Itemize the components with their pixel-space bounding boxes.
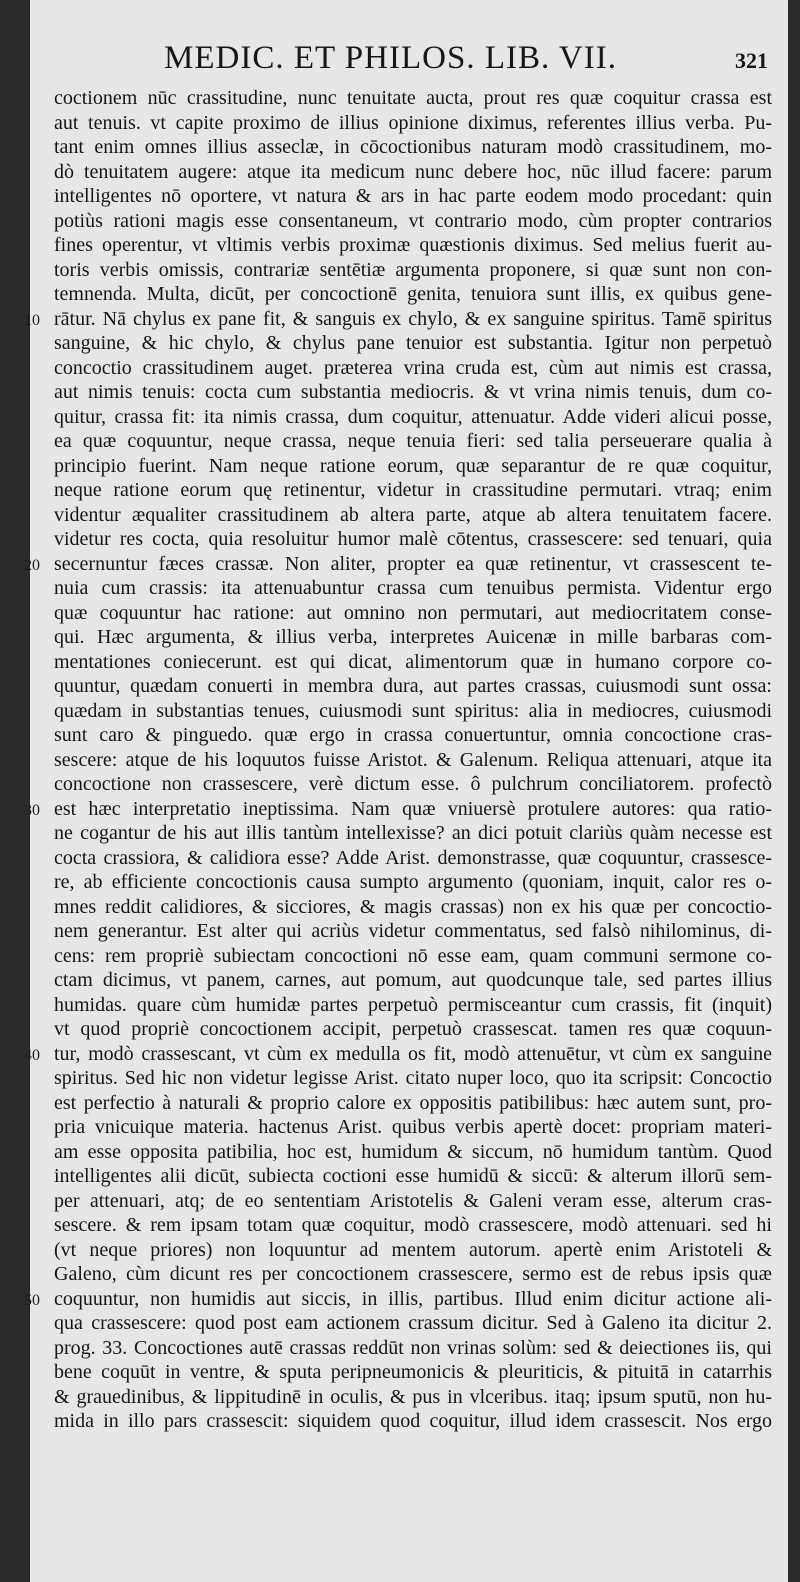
body-text xyxy=(24,86,772,1434)
text-line: quuntur, quædam conuerti in membra dura, aut partes crassas, cuiusmodi sunt ossa: xyxy=(54,675,772,697)
text-line: ea quæ coquuntur, neque crassa, neque tenuia fieri: sed talia perseuerare qualia à xyxy=(54,430,772,452)
text-line: nuia cum crassis: ita attenuabuntur crassa cum tenuibus permista. Videntur ergo xyxy=(54,577,772,599)
text-line: humidas. quare cùm humidæ partes perpetuò permisceantur cum crassis, fit (inquit) xyxy=(54,993,772,1016)
text-line: vt quod propriè concoctionem accipit, perpetuò crassescat. tamen res quæ coquun- xyxy=(54,1018,772,1040)
text-line: fines operentur, vt vltimis verbis proximæ quæstionis diximus. Sed melius fuerit au- xyxy=(54,234,772,256)
text-line: temnenda. Multa, dicūt, per concoctionē genita, tenuiora sunt illis, ex quibus gene- xyxy=(54,283,772,305)
running-head: MEDIC. ET PHILOS. LIB. VII. xyxy=(164,40,617,76)
text-line: pria vnicuique materia. hactenus Arist. quibus verbis apertè docet: propriam materi- xyxy=(54,1116,772,1138)
text-line: (vt neque priores) non loquuntur ad mentem autorum. apertè enim Aristoteli & xyxy=(54,1238,772,1261)
text-line: bene coquūt in ventre, & sputa peripneumonicis & pleuriticis, & pituitā in catarrhis xyxy=(54,1361,772,1383)
text-line: aut nimis tenuis: cocta cum substantia mediocris. & vt vrina nimis tenuis, dum co- xyxy=(54,381,772,403)
text-line: ne cogantur de his aut illis tantùm intellexisse? an dici potuit clariùs quàm necesse est xyxy=(54,822,772,844)
text-line: neque ratione eorum quę retinentur, videtur in crassitudine permutari. vtraq; enim xyxy=(54,479,772,501)
text-line: videtur res cocta, quia resoluitur humor malè cōtentus, crassescere: sed tenuari, quia xyxy=(54,528,772,550)
text-line: intelligentes alii dicūt, subiecta coctioni esse humidū & siccū: & alterum illorū sem- xyxy=(54,1165,772,1187)
text-line: re, ab efficiente concoctionis causa sumpto argumento (quoniam, inquit, calor res o- xyxy=(54,871,772,893)
text-line: sanguine, & hic chylo, & chylus pane tenuior est substantia. Igitur non perpetuò xyxy=(54,332,772,354)
text-line: nem generantur. Est alter qui acriùs videtur commentatus, sed falsò nihilominus, di- xyxy=(54,920,772,942)
margin-line-number: 50 xyxy=(24,1291,40,1309)
text-line: mentationes coniecerunt. est qui dicat, alimentorum quæ in humano corpore co- xyxy=(54,650,772,673)
text-line: am esse opposita patibilia, hoc est, humidum & siccum, nō humidum tantùm. Quod xyxy=(54,1140,772,1163)
text-line: est perfectio à naturali & proprio calore ex oppositis patibilibus: hæc autem sunt, pro- xyxy=(54,1091,772,1114)
text-line: cocta crassiora, & calidiora esse? Adde Arist. demonstrasse, quæ coquuntur, crassesce- xyxy=(54,846,772,869)
text-line: dò tenuitatem augere: atque ita medicum nunc debere hoc, nūc illud facere: parum xyxy=(54,160,772,183)
text-line: sescere: atque de his loquutos fuisse Aristot. & Galenum. Reliqua attenuari, atque ita xyxy=(54,748,772,771)
text-line: rātur. Nā chylus ex pane fit, & sanguis ex chylo, & ex sanguine spiritus. Tamē spiritus xyxy=(54,307,772,330)
book-page xyxy=(24,0,788,1582)
margin-line-number: 20 xyxy=(24,556,40,574)
text-line: qui. Hæc argumenta, & illius verba, interpretes Auicenæ in mille barbaras com- xyxy=(54,626,772,648)
text-line: cens: rem propriè subiectam concoctioni nō esse eam, quam communi sermone co- xyxy=(54,944,772,967)
text-line: mnes reddit calidiores, & sicciores, & magis crassas) non ex his quæ per concoctio- xyxy=(54,895,772,918)
text-line: mida in illo pars crassescit: siquidem quod coquitur, illud idem crassescit. Nos ergo xyxy=(54,1410,772,1432)
text-line: ctam dicimus, vt panem, carnes, aut pomum, aut quodcunque tale, sed partes illius xyxy=(54,969,772,991)
page-header xyxy=(54,30,772,86)
text-line: videntur æqualiter crassitudinem ab altera parte, atque ab altera tenuitatem facere. xyxy=(54,503,772,526)
text-line: & grauedinibus, & lippitudinē in oculis, & pus in vlceribus. itaq; ipsum sputū, non hu- xyxy=(54,1385,772,1408)
margin-line-number: 30 xyxy=(24,801,40,819)
margin-line-number: 40 xyxy=(24,1046,40,1064)
text-line: concoctione non crassescere, verè dictum esse. ô pulchrum conciliatorem. profectò xyxy=(54,773,772,795)
text-line: Galeno, cùm dicunt res per concoctionem crassescere, sermo est de rebus ipsis quæ xyxy=(54,1263,772,1285)
text-line: coquuntur, non humidis aut siccis, in illis, partibus. Illud enim dicitur actione ali- xyxy=(54,1287,772,1310)
text-line: secernuntur fæces crassæ. Non aliter, propter ea quæ retinentur, vt crassescent te- xyxy=(54,552,772,575)
text-line: aut tenuis. vt capite proximo de illius opinione diximus, referentes illius verba. Pu- xyxy=(54,111,772,134)
text-line: quitur, crassa fit: ita nimis crassa, dum coquitur, attenuatur. Adde videri alicui posse, xyxy=(54,405,772,428)
text-line: quædam in substantias tenues, cuiusmodi sunt spiritus: alia in mediocres, cuiusmodi xyxy=(54,699,772,722)
text-line: coctionem nūc crassitudine, nunc tenuitate aucta, prout res quæ coquitur crassa est xyxy=(54,87,772,109)
margin-line-number: 10 xyxy=(24,311,40,329)
text-line: sunt caro & pinguedo. quæ ergo in crassa conuertuntur, omnia concoctione cras- xyxy=(54,724,772,746)
text-line: quæ coquuntur hac ratione: aut omnino non permutari, aut mediocritatem conse- xyxy=(54,601,772,624)
text-line: tant enim omnes illius asseclæ, in cōcoctionibus naturam modò crassitudinem, mo- xyxy=(54,136,772,158)
text-line: potiùs rationi magis esse consentaneum, vt contrario modo, cùm propter contrarios xyxy=(54,209,772,232)
text-line: per attenuari, atq; de eo sententiam Aristotelis & Galeni veram esse, alterum cras- xyxy=(54,1189,772,1212)
text-line: spiritus. Sed hic non videtur legisse Arist. citato nuper loco, quo ita scripsit: Concoctio xyxy=(54,1067,772,1089)
text-line: concoctio crassitudinem auget. præterea vrina cruda est, cùm aut nimis est crassa, xyxy=(54,356,772,379)
page-number: 321 xyxy=(735,48,768,73)
text-line: qua crassescere: quod post eam actionem crassum dicitur. Sed à Galeno ita dicitur 2. xyxy=(54,1312,772,1334)
text-line: est hæc interpretatio ineptissima. Nam quæ vniuersè protulere autores: qua ratio- xyxy=(54,797,772,820)
text-line: toris verbis omissis, contrariæ sentētiæ argumenta proponere, si quæ sunt non con- xyxy=(54,258,772,281)
text-line: prog. 33. Concoctiones autē crassas reddūt non vrinas solùm: sed & deiectiones iis, qui xyxy=(54,1336,772,1359)
text-line: sescere. & rem ipsam totam quæ coquitur, modò crassescere, modò attenuari. sed hi xyxy=(54,1214,772,1236)
text-line: principio fuerint. Nam neque ratione eorum, quæ separantur de re quæ coquitur, xyxy=(54,454,772,477)
text-line: intelligentes nō oportere, vt natura & ars in hac parte eodem modo procedant: quin xyxy=(54,185,772,207)
text-line: tur, modò crassescant, vt cùm ex medulla os fit, modò attenuētur, vt cùm ex sanguine xyxy=(54,1042,772,1065)
